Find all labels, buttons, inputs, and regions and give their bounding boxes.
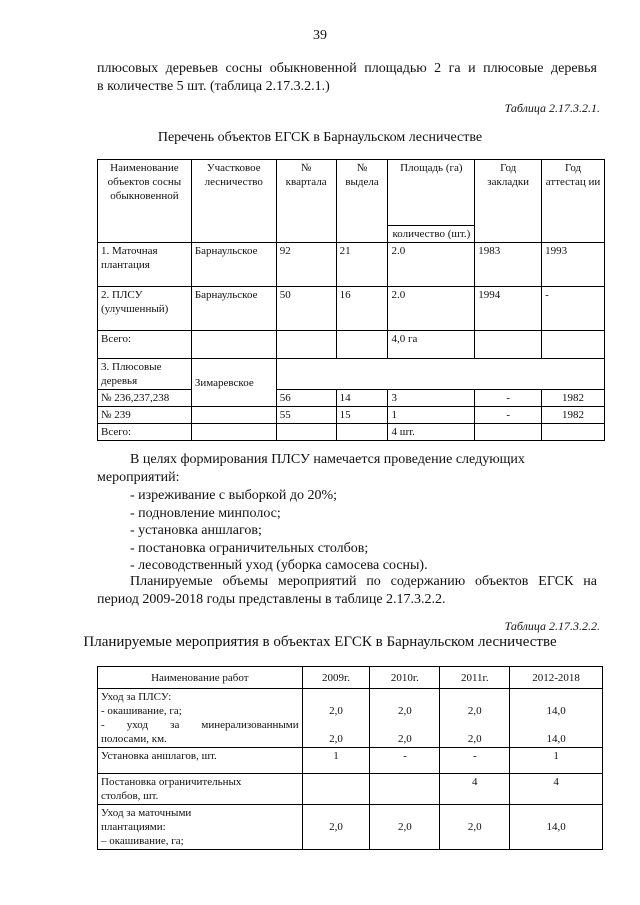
table-header-row: Наименование работ 2009г. 2010г. 2011г. 2012-2018 (98, 667, 603, 689)
table-row: Установка аншлагов, шт. 1 - - 1 (98, 748, 603, 774)
t1-header-area: Площадь (га) (388, 160, 475, 226)
table-row: Всего: 4 шт. (98, 424, 605, 441)
list-item: - лесоводственный уход (уборка самосева сосны). (130, 558, 428, 573)
table1 (97, 159, 605, 441)
table-row: Постановка ограничительных столбов, шт. 4 4 (98, 774, 603, 805)
measures-intro-1: В целях формирования ПЛСУ намечается проведение следующих (130, 452, 525, 467)
t1-header-quarter: № квартала (276, 160, 336, 243)
table-row: № 236,237,238 56 14 3 - 1982 (98, 390, 605, 407)
table-row: 1. Маточная плантация Барнаульское 92 21 2.0 1983 1993 (98, 243, 605, 287)
table-row: Всего: 4,0 га (98, 331, 605, 359)
list-item: - постановка ограничительных столбов; (130, 540, 369, 556)
t1-header-name: Наименование объектов сосны обыкновенной (98, 160, 192, 243)
table-row: 3. Плюсовые деревья Зимаревское (98, 359, 605, 390)
table1-ref: Таблица 2.17.3.2.1. (504, 101, 600, 115)
t1-header-count: количество (шт.) (388, 226, 475, 243)
table-row: Уход за ПЛСУ: - окашивание, га; - уход за минерализованными полосами, км. 2,0 2,0 2,0 2,0 2,0 2,0 14,0 14,0 (98, 689, 603, 748)
t1-header-forestry: Участковое лесничество (191, 160, 276, 243)
list-item: - установка аншлагов; (130, 523, 262, 538)
table2 (97, 666, 603, 850)
table2-title: Планируемые мероприятия в объектах ЕГСК в Барнаульском лесничестве (83, 634, 557, 650)
table-row: Уход за маточными плантациями: – окашивание, га; 2,0 2,0 2,0 14,0 (98, 805, 603, 850)
list-item: - подновление минполос; (130, 505, 281, 521)
t1-header-year-founded: Год закладки (475, 160, 542, 243)
t1-header-year-certified: Год аттестац ии (542, 160, 605, 243)
page-number: 39 (313, 28, 327, 43)
measures-list (130, 487, 428, 575)
plan-line-1: Планируемые объемы мероприятий по содержанию объектов ЕГСК на (130, 574, 597, 589)
intro-line-1: плюсовых деревьев сосны обыкновенной площадью 2 га и плюсовые деревья (97, 61, 597, 76)
table2-ref: Таблица 2.17.3.2.2. (504, 619, 600, 633)
table-row: 2. ПЛСУ (улучшенный) Барнаульское 50 16 2.0 1994 - (98, 287, 605, 331)
table1-title: Перечень объектов ЕГСК в Барнаульском лесничестве (157, 130, 483, 145)
plan-line-2: период 2009-2018 годы представлены в таблице 2.17.3.2.2. (97, 592, 446, 607)
intro-line-2: в количестве 5 шт. (таблица 2.17.3.2.1.) (97, 79, 330, 94)
list-item: - изреживание с выборкой до 20%; (130, 488, 338, 503)
measures-intro-2: мероприятий: (97, 470, 180, 485)
table-row: № 239 55 15 1 - 1982 (98, 407, 605, 424)
t1-header-section: № выдела (336, 160, 388, 243)
